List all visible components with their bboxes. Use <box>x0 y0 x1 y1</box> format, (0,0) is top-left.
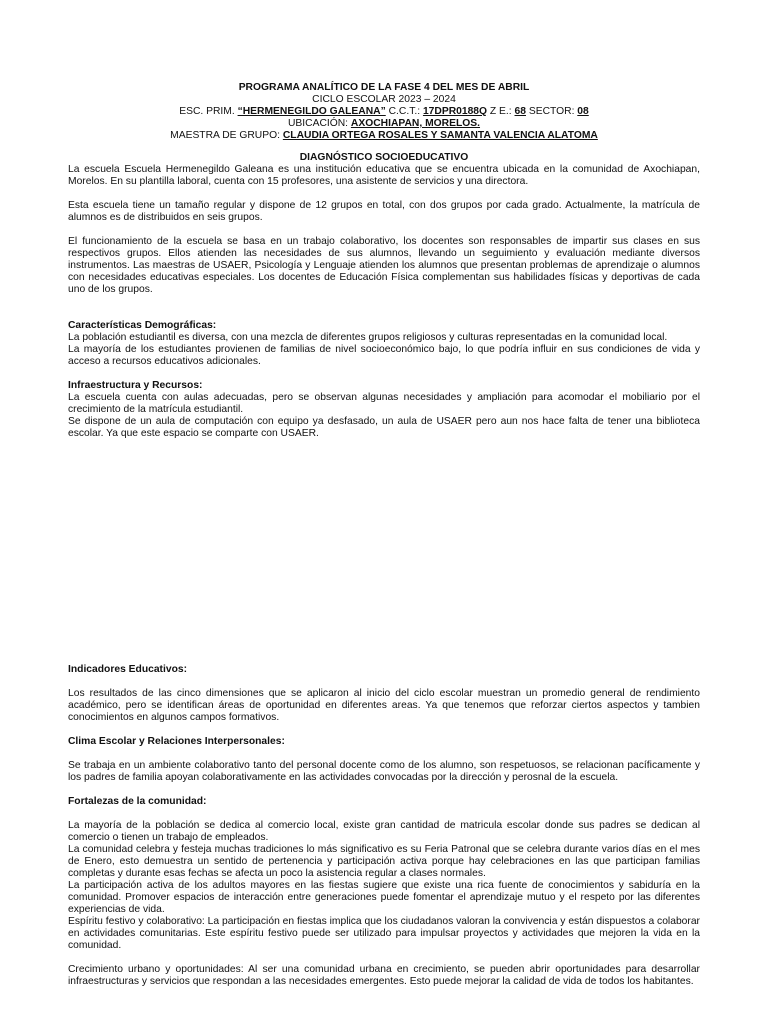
ze-label: Z E.: <box>487 106 515 117</box>
teacher-value: CLAUDIA ORTEGA ROSALES Y SAMANTA VALENCIA ALATOMA <box>282 130 598 141</box>
spacer <box>68 296 700 308</box>
infrastructure-heading: Infraestructura y Recursos: <box>68 380 203 391</box>
diagnostic-title: DIAGNÓSTICO SOCIOEDUCATIVO <box>299 152 469 163</box>
strengths-paragraph-5: Crecimiento urbano y oportunidades: Al ser una comunidad urbana en crecimiento, se pueden abrir oportunidades para desarrollar infraestructuras y servicios que respondan a las necesidades emergentes. Esto puede mejorar la calidad de vida de todos los habitantes. <box>68 964 700 987</box>
diagnostic-paragraph-3: El funcionamiento de la escuela se basa en un trabajo colaborativo, los docentes son responsables de impartir sus clases en sus respectivos grupos. Ellos atienden las necesidades de sus alumnos, llevando un seguimiento y evaluación mediante diversos instrumentos. Las maestras de USAER, Psicología y Lenguaje atienden los alumnos que presentan problemas de aprendizaje o alumnos con necesidades educativas especiales. Los docentes de Educación Física complementan sus habilidades físicas y deportivas de cada uno de los grupos. <box>68 236 700 295</box>
infrastructure-line-1: La escuela cuenta con aulas adecuadas, pero se observan algunas necesidades y ampliación para acomodar el mobiliario por el crecimiento de la matrícula estudiantil. <box>68 392 700 415</box>
spacer <box>68 784 700 796</box>
cct-value: 17DPR0188Q <box>422 106 488 117</box>
teacher-line <box>68 130 700 142</box>
strengths-paragraph-3: La participación activa de los adultos mayores en las fiestas sugiere que existe una rica fuente de conocimientos y sabiduría en la comunidad. Promover espacios de interacción entre generaciones puede fomentar el aprendizaje mutuo y el respeto por las diferentes experiencias de vida. <box>68 880 700 915</box>
spacer <box>68 724 700 736</box>
diagnostic-paragraph-2: Esta escuela tiene un tamaño regular y dispone de 12 grupos en total, con dos grupos por cada grado. Actualmente, la matrícula de alumnos es de distribuidos en seis grupos. <box>68 200 700 223</box>
spacer <box>68 188 700 200</box>
location-label: UBICACIÓN: <box>287 118 351 129</box>
demographics-line-1: La población estudiantil es diversa, con una mezcla de diferentes grupos religiosos y culturas representadas en la comunidad local. <box>68 332 668 343</box>
demographics-heading: Características Demográficas: <box>68 320 217 331</box>
spacer <box>68 224 700 236</box>
document-header <box>68 82 700 142</box>
climate-paragraph: Se trabaja en un ambiente colaborativo tanto del personal docente como de los alumno, son respetuosos, se relacionan pacíficamente y los padres de familia apoyan colaborativamente en las actividades convocadas por la dirección y perosnal de la escuela. <box>68 760 700 783</box>
school-name: “HERMENEGILDO GALEANA” <box>237 106 386 117</box>
school-prefix: ESC. PRIM. <box>179 106 238 117</box>
sector-label: SECTOR: <box>525 106 578 117</box>
teacher-label: MAESTRA DE GRUPO: <box>170 130 283 141</box>
ze-value: 68 <box>514 106 526 117</box>
blank-area <box>68 440 700 664</box>
strengths-heading: Fortalezas de la comunidad: <box>68 796 207 807</box>
document-page <box>68 82 700 988</box>
location-line <box>68 118 700 130</box>
demographics-line-2: La mayoría de los estudiantes provienen de familias de nivel socioeconómico bajo, lo que podría influir en sus condiciones de vida y acceso a recursos educativos adicionales. <box>68 344 700 367</box>
sector-value: 08 <box>577 106 589 117</box>
infrastructure-line-2: Se dispone de un aula de computación con equipo ya desfasado, un aula de USAER pero aun nos hace falta de tener una biblioteca escolar. Ya que este espacio se comparte con USAER. <box>68 416 700 439</box>
school-line <box>68 106 700 118</box>
school-cycle: CICLO ESCOLAR 2023 – 2024 <box>312 94 456 105</box>
strengths-paragraph-1: La mayoría de la población se dedica al comercio local, existe gran cantidad de matricula escolar donde sus padres se dedican al comercio o tienen un trabajo de empleados. <box>68 820 700 843</box>
indicators-paragraph: Los resultados de las cinco dimensiones que se aplicaron al inicio del ciclo escolar muestran un promedio general de rendimiento académico, pero se identifican áreas de oportunidad en diferentes areas. Ya que tenemos que reforzar ciertos aspectos y tambien conocimientos en algunos campos formativos. <box>68 688 700 723</box>
location-value: AXOCHIAPAN, MORELOS. <box>350 118 481 129</box>
strengths-paragraph-2: La comunidad celebra y festeja muchas tradiciones lo más significativo es su Feria Patronal que se celebra durante varios días en el mes de Enero, esto demuestra un sentido de pertenencia y participación activa porque hay celebraciones en las que participan familias completas y durante esas fechas se afecta un poco la asistencia regular a clases normales. <box>68 844 700 879</box>
spacer <box>68 308 700 320</box>
document-title: PROGRAMA ANALÍTICO DE LA FASE 4 DEL MES DE ABRIL <box>238 82 530 93</box>
indicators-heading: Indicadores Educativos: <box>68 664 188 675</box>
diagnostic-paragraph-1: La escuela Escuela Hermenegildo Galeana es una institución educativa que se encuentra ubicada en la comunidad de Axochiapan, Morelos. En su plantilla laboral, cuenta con 15 profesores, una asistente de servicios y una directora. <box>68 164 700 187</box>
cct-label: C.C.T.: <box>385 106 423 117</box>
spacer <box>68 952 700 964</box>
strengths-paragraph-4: Espíritu festivo y colaborativo: La participación en fiestas implica que los ciudadanos valoran la convivencia y están dispuestos a colaborar en actividades comunitarias. Este espíritu festivo puede ser utilizado para impulsar proyectos y actividades que mejoren la vida en la comunidad. <box>68 916 700 951</box>
spacer <box>68 748 700 760</box>
spacer <box>68 676 700 688</box>
spacer <box>68 808 700 820</box>
spacer <box>68 368 700 380</box>
climate-heading: Clima Escolar y Relaciones Interpersonales: <box>68 736 285 747</box>
